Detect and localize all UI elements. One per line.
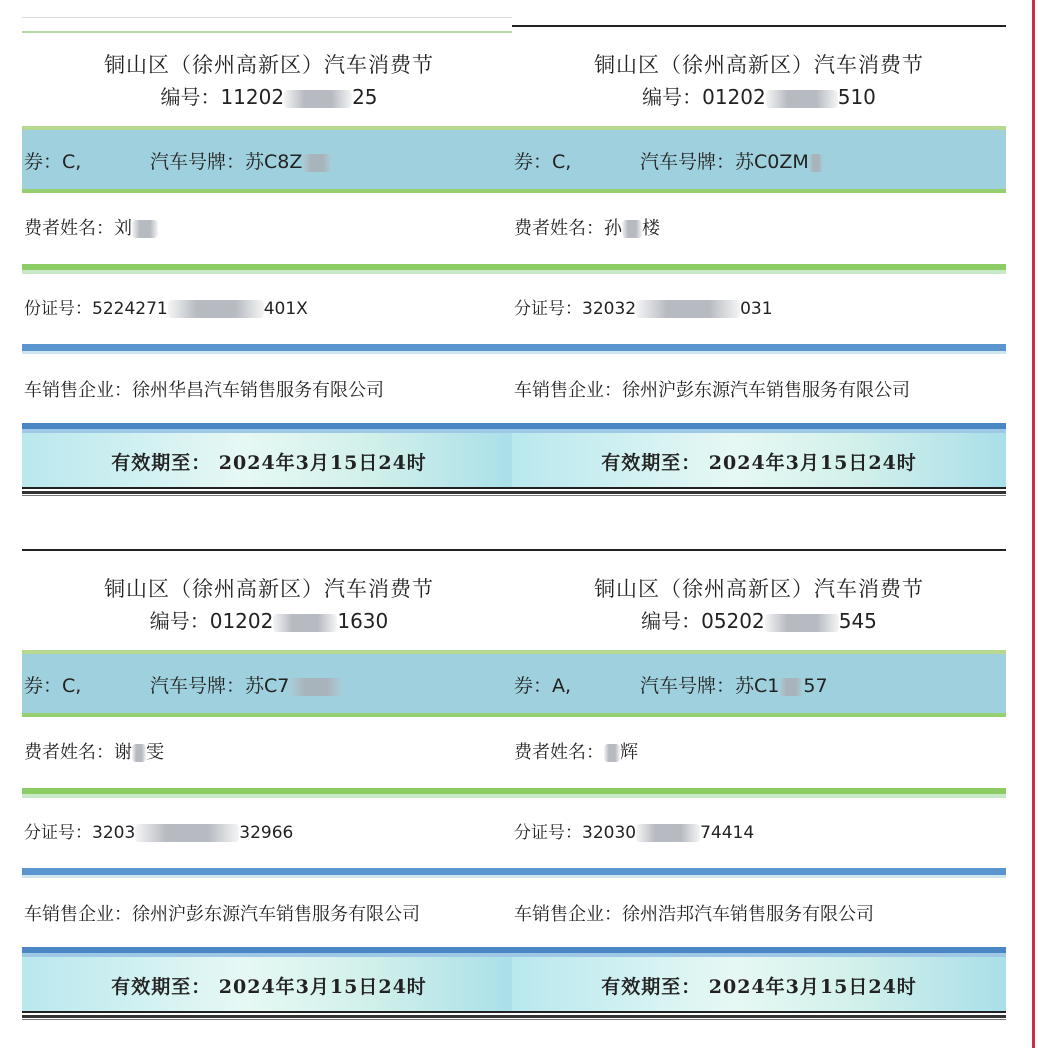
coupon-serial: 编号：01202 1630	[149, 609, 389, 633]
consumer-name: 孙	[604, 218, 622, 239]
validity-row	[22, 433, 516, 487]
coupon-title: 铜山区（徐州高新区）汽车消费节	[594, 577, 924, 601]
plate-row: 券：C, 汽车号牌：苏C7	[22, 654, 516, 717]
coupon-card	[22, 25, 516, 511]
top-rule	[512, 25, 1006, 27]
coupon-serial: 编号：01202 510	[642, 85, 876, 109]
validity-date: 有效期至： 2024年3月15日24时	[111, 452, 427, 474]
coupon-title: 铜山区（徐州高新区）汽车消费节	[594, 53, 924, 77]
validity-date: 有效期至： 2024年3月15日24时	[601, 452, 917, 474]
coupon-type: 券：C,	[24, 151, 82, 173]
consumer-name: 刘	[114, 218, 132, 239]
dealer-name: 徐州沪彭东源汽车销售服务有限公司	[132, 904, 420, 925]
id-row: 份证号：5224271 401X	[22, 274, 516, 344]
plate-number: 苏C1	[735, 675, 780, 697]
redaction-blur	[765, 614, 839, 632]
dealer-name: 徐州沪彭东源汽车销售服务有限公司	[622, 380, 910, 401]
redaction-blur	[132, 744, 146, 762]
id-row: 分证号：32030 74414	[512, 798, 1006, 868]
validity-date: 有效期至： 2024年3月15日24时	[111, 976, 427, 998]
dealer-row: 车销售企业：徐州华昌汽车销售服务有限公司	[22, 354, 516, 423]
redaction-blur	[289, 678, 343, 696]
top-rule	[512, 549, 1006, 551]
redaction-blur	[302, 154, 332, 172]
validity-row	[512, 957, 1006, 1011]
dealer-row: 车销售企业：徐州浩邦汽车销售服务有限公司	[512, 878, 1006, 947]
dealer-name: 徐州浩邦汽车销售服务有限公司	[622, 904, 874, 925]
coupon-serial: 编号：05202 545	[641, 609, 877, 633]
consumer-name: 辉	[620, 742, 638, 763]
coupon-serial: 编号：11202 25	[160, 85, 378, 109]
page-margin-line	[1032, 0, 1035, 1048]
plate-row: 券：C, 汽车号牌：苏C0ZM	[512, 130, 1006, 193]
dealer-row: 车销售企业：徐州沪彭东源汽车销售服务有限公司	[512, 354, 1006, 423]
redaction-blur	[766, 90, 838, 108]
bottom-rules	[512, 1011, 1006, 1021]
redaction-blur	[636, 300, 740, 318]
consumer-name: 谢	[114, 742, 132, 763]
bottom-rules	[512, 487, 1006, 497]
top-rule	[22, 549, 516, 551]
id-row: 分证号：3203 32966	[22, 798, 516, 868]
redaction-blur	[809, 154, 823, 172]
plate-number: 苏C7	[245, 675, 290, 697]
coupon-title: 铜山区（徐州高新区）汽车消费节	[104, 53, 434, 77]
id-row: 分证号：32032 031	[512, 274, 1006, 344]
plate-number: 苏C0ZM	[735, 151, 809, 173]
bottom-rules	[22, 1011, 516, 1021]
plate-number: 苏C8Z	[245, 151, 303, 173]
coupon-card	[512, 549, 1006, 1035]
redaction-blur	[779, 678, 803, 696]
redaction-blur	[604, 744, 620, 762]
validity-date: 有效期至： 2024年3月15日24时	[601, 976, 917, 998]
dealer-name: 徐州华昌汽车销售服务有限公司	[132, 380, 384, 401]
redaction-blur	[135, 824, 239, 842]
redaction-blur	[622, 220, 642, 238]
name-row: 费者姓名：谢 雯	[22, 717, 516, 788]
redaction-blur	[284, 90, 352, 108]
plate-row: 券：C, 汽车号牌：苏C8Z	[22, 130, 516, 193]
redaction-blur	[636, 824, 700, 842]
coupon-type: 券：A,	[514, 675, 572, 697]
redaction-blur	[168, 300, 264, 318]
bottom-rules	[22, 487, 516, 497]
coupon-type: 券：C,	[24, 675, 82, 697]
coupon-card	[22, 549, 516, 1035]
coupon-type: 券：C,	[514, 151, 572, 173]
name-row: 费者姓名：孙 楼	[512, 193, 1006, 264]
plate-row: 券：A, 汽车号牌：苏C1 57	[512, 654, 1006, 717]
name-row: 费者姓名： 辉	[512, 717, 1006, 788]
name-row: 费者姓名：刘	[22, 193, 516, 264]
redaction-blur	[273, 614, 337, 632]
validity-row	[22, 957, 516, 1011]
validity-row	[512, 433, 1006, 487]
redaction-blur	[132, 220, 158, 238]
coupon-card	[512, 25, 1006, 511]
page-top-line	[22, 17, 512, 18]
dealer-row: 车销售企业：徐州沪彭东源汽车销售服务有限公司	[22, 878, 516, 947]
coupon-title: 铜山区（徐州高新区）汽车消费节	[104, 577, 434, 601]
top-rule	[22, 31, 516, 33]
